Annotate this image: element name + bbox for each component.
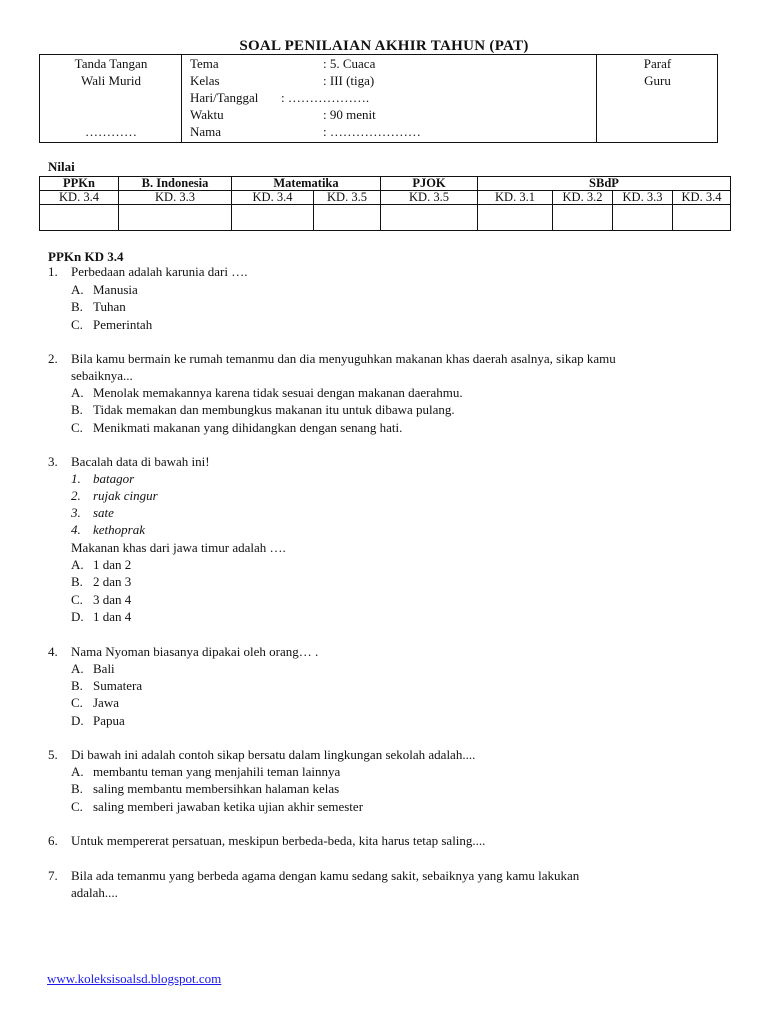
option-text: 1 dan 4 xyxy=(93,609,132,624)
kd-cell: KD. 3.4 xyxy=(40,191,119,205)
option-item xyxy=(71,419,402,436)
score-blank-cell[interactable] xyxy=(40,205,119,231)
list-text: batagor xyxy=(93,471,135,486)
list-key: 1. xyxy=(71,471,81,486)
kd-cell: KD. 3.3 xyxy=(119,191,232,205)
option-item xyxy=(71,316,152,333)
option-text: Menikmati makanan yang dihidangkan dengan senang hati. xyxy=(93,420,403,435)
option-text: Pemerintah xyxy=(93,317,153,332)
field-label-kelas: Kelas xyxy=(190,73,220,88)
option-text: Jawa xyxy=(93,695,119,710)
option-key: A. xyxy=(71,661,84,676)
data-list-item xyxy=(71,470,134,487)
parent-signature-cell xyxy=(40,55,182,142)
option-key: B. xyxy=(71,299,83,314)
signature-dots: ………… xyxy=(85,124,137,139)
guru-label: Guru xyxy=(644,73,671,88)
option-item xyxy=(71,556,131,573)
option-key: D. xyxy=(71,609,84,624)
option-item xyxy=(71,660,115,677)
page-title: SOAL PENILAIAN AKHIR TAHUN (PAT) xyxy=(239,38,529,54)
kd-cell: KD. 3.5 xyxy=(314,191,381,205)
option-item xyxy=(71,798,363,815)
option-text: 1 dan 2 xyxy=(93,557,132,572)
question-number: 3. xyxy=(48,454,58,469)
data-list-item xyxy=(71,521,145,538)
signature-label-2: Wali Murid xyxy=(81,73,141,88)
option-key: A. xyxy=(71,282,84,297)
option-text: saling membantu membersihkan halaman kelas xyxy=(93,781,340,796)
kd-cell: KD. 3.1 xyxy=(478,191,553,205)
question-number: 2. xyxy=(48,351,58,366)
option-item xyxy=(71,401,455,418)
option-text: Papua xyxy=(93,713,125,728)
list-key: 4. xyxy=(71,522,81,537)
section-heading: PPKn KD 3.4 xyxy=(48,249,124,264)
option-item xyxy=(71,763,340,780)
kd-cell: KD. 3.4 xyxy=(673,191,731,205)
subject-bindonesia: B. Indonesia xyxy=(119,177,232,191)
option-text: Bali xyxy=(93,661,115,676)
question-text: Perbedaan adalah karunia dari …. xyxy=(71,264,248,279)
option-item xyxy=(71,712,125,729)
question-text: adalah.... xyxy=(71,885,118,900)
option-item xyxy=(71,573,131,590)
question-text: Untuk mempererat persatuan, meskipun berbeda-beda, kita harus tetap saling.... xyxy=(71,833,486,848)
option-key: C. xyxy=(71,317,83,332)
score-blank-cell[interactable] xyxy=(232,205,314,231)
subject-pjok: PJOK xyxy=(381,177,478,191)
option-key: C. xyxy=(71,592,83,607)
question-number: 6. xyxy=(48,833,58,848)
question-text: sebaiknya... xyxy=(71,368,133,383)
option-item xyxy=(71,281,138,298)
score-table xyxy=(39,176,731,231)
signature-label-1: Tanda Tangan xyxy=(74,56,148,71)
paraf-label: Paraf xyxy=(643,56,672,71)
list-key: 3. xyxy=(71,505,81,520)
option-text: Manusia xyxy=(93,282,138,297)
question-number: 1. xyxy=(48,264,58,279)
option-text: Menolak memakannya karena tidak sesuai dengan makanan daerahmu. xyxy=(93,385,463,400)
subject-sbdp: SBdP xyxy=(478,177,731,191)
kd-cell: KD. 3.4 xyxy=(232,191,314,205)
option-key: B. xyxy=(71,574,83,589)
field-value-nama: : ………………… xyxy=(323,124,421,139)
field-label-hari: Hari/Tanggal xyxy=(190,90,259,105)
field-label-nama: Nama xyxy=(190,124,222,139)
list-text: kethoprak xyxy=(93,522,145,537)
list-text: rujak cingur xyxy=(93,488,158,503)
kd-cell: KD. 3.3 xyxy=(613,191,673,205)
question-text: Di bawah ini adalah contoh sikap bersatu dalam lingkungan sekolah adalah.... xyxy=(71,747,476,762)
list-key: 2. xyxy=(71,488,81,503)
field-value-kelas: : III (tiga) xyxy=(323,73,375,88)
score-blank-cell[interactable] xyxy=(673,205,731,231)
option-key: C. xyxy=(71,420,83,435)
subject-ppkn: PPKn xyxy=(40,177,119,191)
score-blank-cell[interactable] xyxy=(381,205,478,231)
field-value-waktu: : 90 menit xyxy=(323,107,376,122)
question-number: 7. xyxy=(48,868,58,883)
field-label-waktu: Waktu xyxy=(190,107,224,122)
list-text: sate xyxy=(93,505,114,520)
footer-link[interactable]: www.koleksisoalsd.blogspot.com xyxy=(47,971,222,986)
option-key: B. xyxy=(71,402,83,417)
option-key: B. xyxy=(71,678,83,693)
option-key: D. xyxy=(71,713,84,728)
score-blank-cell[interactable] xyxy=(119,205,232,231)
option-item xyxy=(71,384,463,401)
field-value-hari: : ………………. xyxy=(281,90,370,105)
option-text: Tidak memakan dan membungkus makanan itu untuk dibawa pulang. xyxy=(93,402,455,417)
option-text: 3 dan 4 xyxy=(93,592,132,607)
option-key: B. xyxy=(71,781,83,796)
question-text: Bacalah data di bawah ini! xyxy=(71,454,210,469)
option-text: 2 dan 3 xyxy=(93,574,132,589)
option-item xyxy=(71,608,131,625)
option-text: Tuhan xyxy=(93,299,126,314)
option-key: C. xyxy=(71,695,83,710)
option-key: C. xyxy=(71,799,83,814)
question-number: 5. xyxy=(48,747,58,762)
question-text: Makanan khas dari jawa timur adalah …. xyxy=(71,540,286,555)
option-item xyxy=(71,591,131,608)
option-text: membantu teman yang menjahili teman lainnya xyxy=(93,764,341,779)
data-list-item xyxy=(71,504,114,521)
option-text: Sumatera xyxy=(93,678,143,693)
identity-box xyxy=(39,54,718,143)
score-blank-cell[interactable] xyxy=(314,205,381,231)
option-item xyxy=(71,677,142,694)
teacher-initial-cell xyxy=(596,55,717,142)
question-text: Bila kamu bermain ke rumah temanmu dan dia menyuguhkan makanan khas daerah asalnya, sikap kamu xyxy=(71,351,616,366)
score-blank-cell[interactable] xyxy=(478,205,553,231)
subject-matematika: Matematika xyxy=(232,177,381,191)
field-value-tema: : 5. Cuaca xyxy=(323,56,376,71)
nilai-label: Nilai xyxy=(48,159,75,174)
option-key: A. xyxy=(71,385,84,400)
kd-cell: KD. 3.2 xyxy=(553,191,613,205)
score-blank-cell[interactable] xyxy=(613,205,673,231)
data-list-item xyxy=(71,487,158,504)
field-label-tema: Tema xyxy=(190,56,219,71)
option-item xyxy=(71,694,119,711)
option-key: A. xyxy=(71,764,84,779)
question-number: 4. xyxy=(48,644,58,659)
score-blank-cell[interactable] xyxy=(553,205,613,231)
kd-cell: KD. 3.5 xyxy=(381,191,478,205)
question-text: Nama Nyoman biasanya dipakai oleh orang… . xyxy=(71,644,319,659)
option-key: A. xyxy=(71,557,84,572)
question-text: Bila ada temanmu yang berbeda agama dengan kamu sedang sakit, sebaiknya yang kamu lakukan xyxy=(71,868,580,883)
option-item xyxy=(71,780,339,797)
option-text: saling memberi jawaban ketika ujian akhir semester xyxy=(93,799,364,814)
option-item xyxy=(71,298,126,315)
